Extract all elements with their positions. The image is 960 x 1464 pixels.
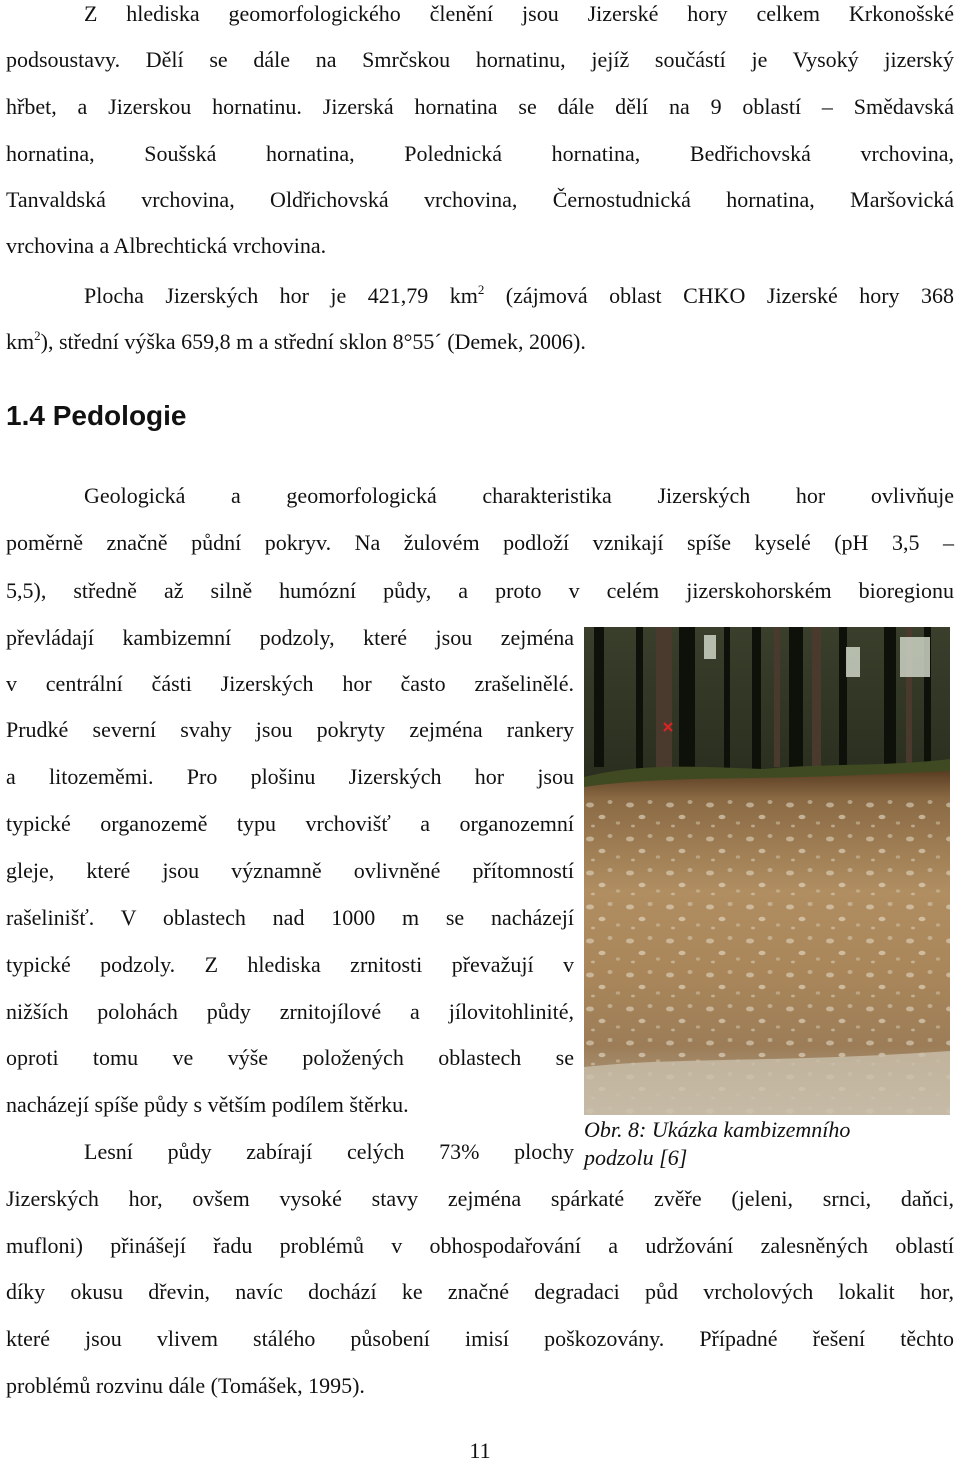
section-heading: 1.4 Pedologie — [6, 400, 187, 431]
text-line: oproti tomu ve výše položených oblastech se — [6, 1045, 574, 1070]
text-line: a litozeměmi. Pro plošinu Jizerských hor jsou — [6, 764, 574, 789]
text-line: 5,5), středně až silně humózní půdy, a proto v celém jizerskohorském bioregionu — [6, 578, 954, 603]
text-line: které jsou vlivem stálého působení imisí poškozovány. Případné řešení těchto — [6, 1326, 954, 1351]
text-line: typické organozemě typu vrchovišť a organozemní — [6, 811, 574, 836]
text-segment: (zájmová oblast CHKO Jizerské hory 368 — [484, 283, 954, 308]
soil-profile-photo — [584, 627, 950, 1115]
text-segment: ), střední výška 659,8 m a střední sklon 8°55´ (Demek, 2006). — [40, 329, 586, 354]
text-line: hornatina, Soušská hornatina, Polednická hornatina, Bedřichovská vrchovina, — [6, 141, 954, 166]
text-line: Lesní půdy zabírají celých 73% plochy — [84, 1139, 574, 1164]
figure-caption — [584, 1116, 960, 1172]
superscript: 2 — [34, 328, 41, 343]
text-line: vrchovina a Albrechtická vrchovina. — [6, 233, 327, 258]
caption-line: Obr. 8: Ukázka kambizemního — [584, 1117, 851, 1142]
text-line: převládají kambizemní podzoly, které jsou zejména — [6, 625, 574, 650]
text-line: díky okusu dřevin, navíc dochází ke značné degradaci půd vrcholových lokalit hor, — [6, 1279, 954, 1304]
text-line: Tanvaldská vrchovina, Oldřichovská vrchovina, Černostudnická hornatina, Maršovická — [6, 187, 954, 212]
text-line: nižších polohách půdy zrnitojílové a jílovitohlinité, — [6, 999, 574, 1024]
text-line: Prudké severní svahy jsou pokryty zejména rankery — [6, 717, 574, 742]
page-number: 11 — [469, 1438, 491, 1463]
text-segment: km — [6, 329, 35, 354]
text-line: podsoustavy. Dělí se dále na Smrčskou hornatinu, jejíž součástí je Vysoký jizerský — [6, 47, 954, 72]
text-line — [6, 328, 586, 356]
text-line: gleje, které jsou významně ovlivněné přítomností — [6, 858, 574, 883]
superscript: 2 — [477, 282, 485, 297]
text-line: hřbet, a Jizerskou hornatinu. Jizerská hornatina se dále dělí na 9 oblastí – Smědavská — [6, 94, 954, 119]
text-line: Geologická a geomorfologická charakteristika Jizerských hor ovlivňuje — [84, 483, 954, 508]
text-line: nacházejí spíše půdy s větším podílem štěrku. — [6, 1092, 409, 1117]
text-segment: Plocha Jizerských hor je 421,79 km — [84, 283, 478, 308]
text-line: typické podzoly. Z hlediska zrnitosti převažují v — [6, 952, 574, 977]
text-line: rašelinišť. V oblastech nad 1000 m se nacházejí — [6, 905, 574, 930]
text-line — [84, 282, 954, 310]
text-line: Z hlediska geomorfologického členění jsou Jizerské hory celkem Krkonošské — [84, 1, 954, 26]
text-line: Jizerských hor, ovšem vysoké stavy zejména spárkaté zvěře (jeleni, srnci, daňci, — [6, 1186, 954, 1211]
text-line: problémů rozvinu dále (Tomášek, 1995). — [6, 1373, 365, 1398]
text-line: poměrně značně půdní pokryv. Na žulovém podloží vznikají spíše kyselé (pH 3,5 – — [6, 530, 954, 555]
text-line: v centrální části Jizerských hor často zrašelinělé. — [6, 671, 574, 696]
soil-profile-illustration — [584, 627, 950, 1115]
text-line: mufloni) přinášejí řadu problémů v obhospodařování a udržování zalesněných oblastí — [6, 1233, 954, 1258]
caption-line: podzolu [6] — [584, 1145, 688, 1170]
